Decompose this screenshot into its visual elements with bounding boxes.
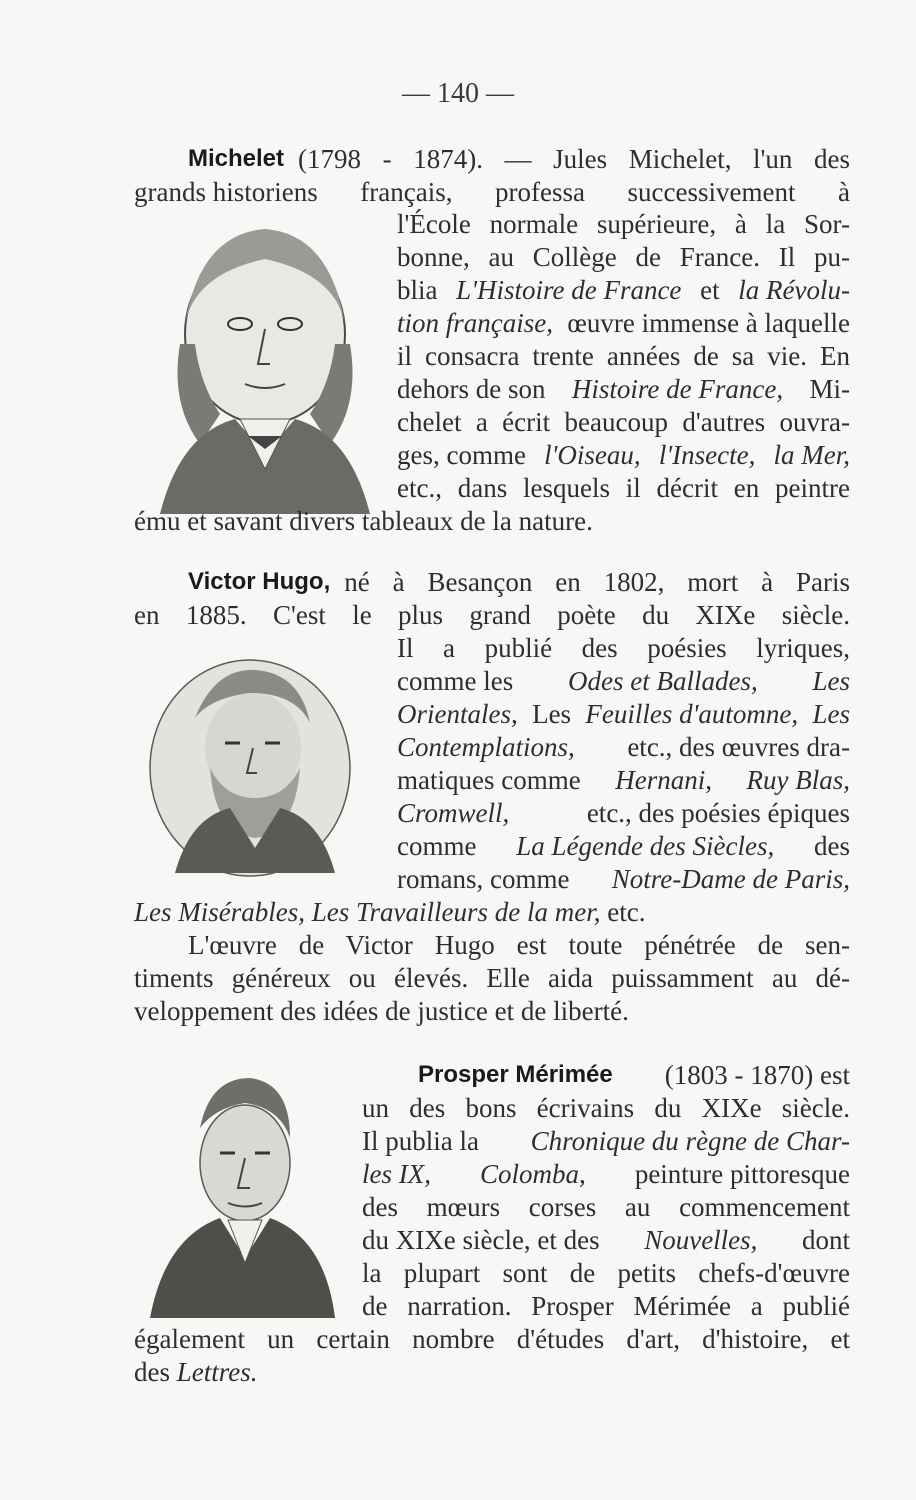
book-title: La Légende des Siècles, (516, 831, 775, 861)
hugo-line-11 (134, 896, 646, 928)
hugo-line-8 (397, 797, 850, 829)
text-word: français, (360, 177, 453, 207)
text: etc., des œuvres dra- (627, 732, 850, 762)
text: également un certain nombre d'études d'art, d'histoire, et (134, 1324, 850, 1354)
michelet-portrait (140, 214, 385, 514)
book-title: l'Oiseau, (544, 440, 641, 470)
michelet-text: (1798 - 1874). — Jules Michelet, l'un des (298, 144, 850, 174)
text-word: professa (495, 177, 585, 207)
page-number: — 140 — (402, 78, 514, 109)
book-title: la Mer, (773, 440, 850, 470)
merimee-line-4 (362, 1158, 850, 1190)
text: un des bons écrivains du XIXe siècle. (362, 1093, 850, 1123)
text: Il a publié des poésies lyriques, (397, 633, 850, 663)
hugo-line-10 (397, 863, 850, 895)
michelet-line-8 (397, 373, 850, 405)
text: peinture pittoresque (634, 1159, 850, 1189)
book-title: Lettres. (176, 1357, 258, 1387)
merimee-line-1 (418, 1059, 850, 1091)
michelet-line-1 (188, 143, 850, 175)
text: dehors de son (397, 374, 546, 404)
book-title: Histoire de France, (571, 374, 784, 404)
book-title: L'Histoire de France (456, 275, 682, 305)
michelet-line-11 (397, 472, 850, 504)
michelet-name: Michelet (188, 145, 285, 172)
text: etc., dans lesquels il décrit en peintre (397, 473, 850, 503)
text: chelet a écrit beaucoup d'autres ouvra- (397, 407, 850, 437)
michelet-line-9 (397, 406, 850, 438)
book-title: Hernani, (615, 765, 712, 795)
text: né à Besançon en 1802, mort à Paris (344, 567, 850, 597)
text-word: successivement (627, 177, 796, 207)
book-title: Nouvelles, (644, 1225, 758, 1255)
text: L'œuvre de Victor Hugo est toute pénétrée de sen- (188, 930, 850, 960)
book-title: Cromwell, (397, 798, 510, 828)
text: etc. (607, 897, 646, 927)
merimee-line-5 (362, 1191, 850, 1223)
book-title: Les (812, 666, 850, 696)
text: et (700, 275, 720, 305)
hugo-line-1 (188, 566, 850, 598)
merimee-line-2 (362, 1092, 850, 1124)
michelet-line-2 (134, 176, 850, 208)
book-title: Feuilles d'automne, (585, 699, 799, 729)
hugo-line-14 (134, 995, 629, 1027)
text: il consacra trente années de sa vie. En (397, 341, 850, 371)
merimee-line-8 (362, 1290, 850, 1322)
text: des (134, 1357, 170, 1387)
book-title: Ruy Blas, (746, 765, 850, 795)
text: des mœurs corses au commencement (362, 1192, 850, 1222)
text: timents généreux ou élevés. Elle aida puissamment au dé- (134, 963, 850, 993)
merimee-line-3 (362, 1125, 850, 1157)
text: la plupart sont de petits chefs-d'œuvre (362, 1258, 850, 1288)
book-title: Odes et Ballades, (567, 666, 758, 696)
book-title: Chronique du règne de Char- (530, 1126, 850, 1156)
michelet-line-10 (397, 439, 850, 471)
text: (1803 - 1870) est (664, 1060, 850, 1090)
text-word: à (837, 177, 850, 207)
text: des (813, 831, 850, 861)
hugo-name: Victor Hugo, (188, 568, 331, 595)
book-title: Contemplations, (397, 732, 575, 762)
text: veloppement des idées de justice et de liberté. (134, 996, 629, 1026)
text: du XIXe siècle, et des (362, 1225, 600, 1255)
hugo-line-6 (397, 731, 850, 763)
hugo-line-3 (397, 632, 850, 664)
text: etc., des poésies épiques (586, 798, 850, 828)
michelet-line-12 (134, 505, 593, 537)
text: en 1885. C'est le plus grand poète du XIXe siècle. (134, 600, 850, 630)
text: blia (397, 275, 438, 305)
text: comme les (397, 666, 514, 696)
hugo-line-13 (134, 962, 850, 994)
merimee-line-10 (134, 1356, 258, 1388)
merimee-line-7 (362, 1257, 850, 1289)
book-title: tion française, (397, 308, 553, 338)
text: dont (801, 1225, 850, 1255)
text: l'École normale supérieure, à la Sor- (397, 209, 850, 239)
text: ges, comme (397, 440, 526, 470)
michelet-line-4 (397, 241, 850, 273)
hugo-line-5 (397, 698, 850, 730)
text-word: grands historiens (134, 177, 318, 207)
text: ému et savant divers tableaux de la nature. (134, 506, 593, 536)
hugo-line-9 (397, 830, 850, 862)
michelet-line-6 (397, 307, 850, 339)
book-title: les IX, (362, 1159, 431, 1189)
merimee-line-9 (134, 1323, 850, 1355)
text: œuvre immense à laquelle (567, 308, 850, 338)
book-title: Les Misérables, Les Travailleurs de la mer, (134, 897, 601, 927)
michelet-line-7 (397, 340, 850, 372)
book-title: la Révolu- (738, 275, 850, 305)
book-title: Les (812, 699, 850, 729)
text: comme (397, 831, 477, 861)
hugo-line-12 (188, 929, 850, 961)
text: romans, comme (397, 864, 570, 894)
text: bonne, au Collège de France. Il pu- (397, 242, 850, 272)
merimee-line-6 (362, 1224, 850, 1256)
text: Mi- (809, 374, 850, 404)
book-title: Notre-Dame de Paris, (611, 864, 850, 894)
text: Les (532, 699, 572, 729)
merimee-name: Prosper Mérimée (418, 1061, 613, 1088)
text: matiques comme (397, 765, 581, 795)
hugo-portrait (145, 648, 355, 878)
merimee-portrait (140, 1068, 340, 1318)
michelet-line-3 (397, 208, 850, 240)
michelet-line-5 (397, 274, 850, 306)
text: de narration. Prosper Mérimée a publié (362, 1291, 850, 1321)
hugo-line-4 (397, 665, 850, 697)
book-title: Orientales, (397, 699, 518, 729)
book-title: l'Insecte, (658, 440, 756, 470)
hugo-line-2 (134, 599, 850, 631)
hugo-line-7 (397, 764, 850, 796)
book-title: Colomba, (480, 1159, 586, 1189)
text: Il publia la (362, 1126, 479, 1156)
